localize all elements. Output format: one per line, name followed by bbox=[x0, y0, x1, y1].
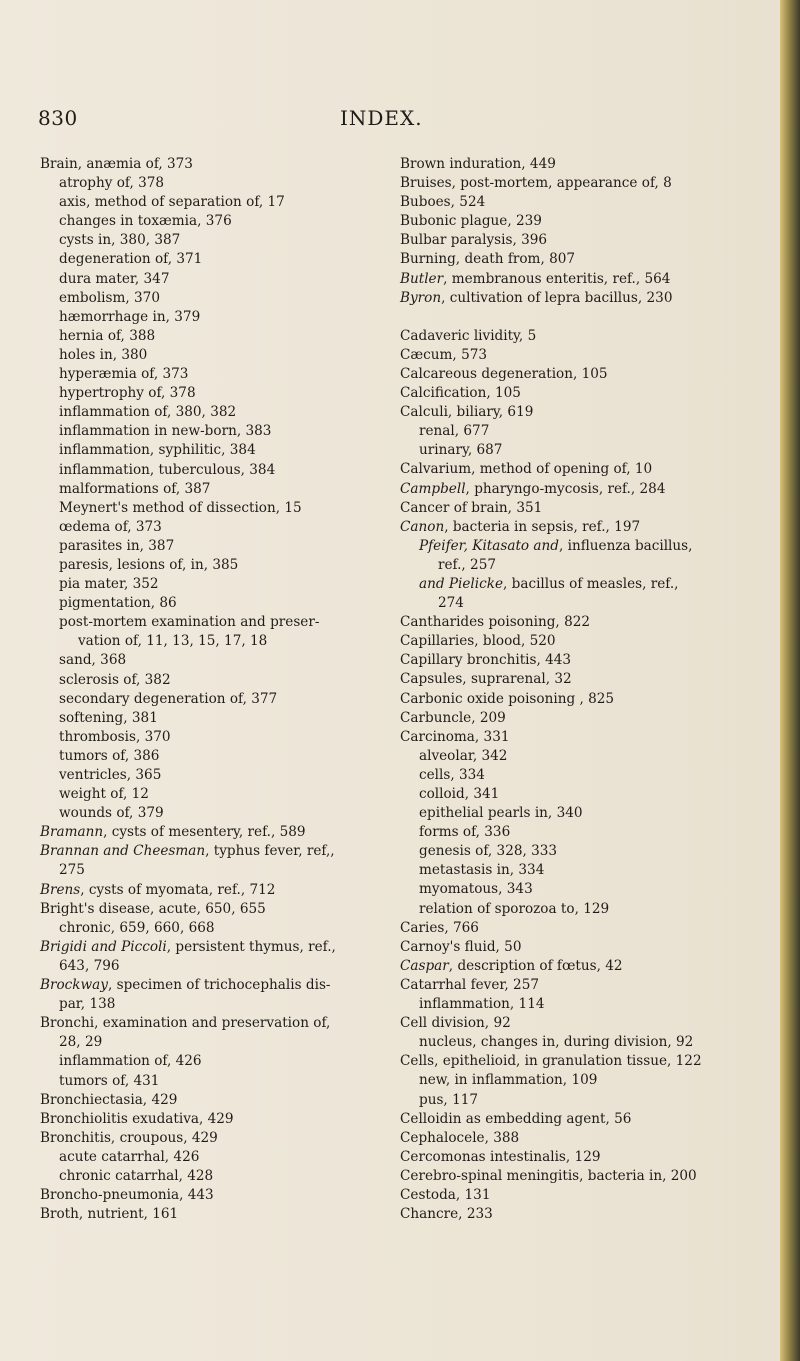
index-entry bbox=[40, 976, 400, 995]
entry-text: 28, 29 bbox=[59, 1034, 103, 1051]
entry-text: inflammation, 114 bbox=[419, 996, 545, 1013]
running-title: INDEX. bbox=[340, 106, 423, 130]
index-entry bbox=[400, 193, 760, 212]
index-entry bbox=[400, 651, 760, 670]
entry-text: parasites in, 387 bbox=[59, 537, 175, 554]
entry-text: 643, 796 bbox=[59, 957, 120, 974]
index-subentry bbox=[40, 537, 400, 556]
index-subentry bbox=[40, 957, 400, 976]
entry-text: hæmorrhage in, 379 bbox=[59, 308, 201, 325]
index-column-left bbox=[40, 155, 400, 1224]
index-subentry bbox=[40, 327, 400, 346]
index-subentry bbox=[40, 403, 400, 422]
index-subentry bbox=[40, 651, 400, 670]
index-entry bbox=[400, 1110, 760, 1129]
entry-text: malformations of, 387 bbox=[59, 480, 211, 497]
entry-text: changes in toxæmia, 376 bbox=[59, 213, 232, 230]
entry-author-italic: Campbell bbox=[400, 480, 466, 497]
entry-text: Calcification, 105 bbox=[400, 385, 521, 402]
index-subentry bbox=[400, 575, 760, 594]
entry-text: Broth, nutrient, 161 bbox=[40, 1206, 179, 1223]
entry-text: inflammation of, 426 bbox=[59, 1053, 202, 1070]
index-subentry bbox=[40, 785, 400, 804]
entry-author-italic: Butler bbox=[400, 270, 444, 287]
index-subentry bbox=[400, 766, 760, 785]
index-subentry bbox=[40, 919, 400, 938]
entry-author-italic: Bramann bbox=[40, 824, 104, 841]
entry-text: ventricles, 365 bbox=[59, 767, 162, 783]
page-header bbox=[0, 106, 780, 136]
index-subentry bbox=[400, 785, 760, 804]
index-subentry bbox=[40, 461, 400, 480]
entry-text: , persistent thymus, ref., bbox=[166, 938, 336, 955]
entry-text: hyperæmia of, 373 bbox=[59, 366, 189, 383]
entry-text: Carbuncle, 209 bbox=[400, 709, 506, 726]
index-subentry bbox=[400, 556, 760, 575]
entry-text: , pharyngo-mycosis, ref., 284 bbox=[465, 480, 666, 497]
entry-text: epithelial pearls in, 340 bbox=[419, 805, 583, 822]
index-subentry bbox=[40, 728, 400, 747]
entry-text: Calvarium, method of opening of, 10 bbox=[400, 461, 653, 478]
index-subentry bbox=[40, 499, 400, 518]
entry-text: Capillary bronchitis, 443 bbox=[400, 652, 572, 669]
index-subentry bbox=[40, 174, 400, 193]
entry-text: sclerosis of, 382 bbox=[59, 671, 171, 688]
entry-text: , cultivation of lepra bacillus, 230 bbox=[441, 289, 673, 306]
entry-text: Bronchiectasia, 429 bbox=[40, 1091, 178, 1108]
index-subentry bbox=[400, 594, 760, 613]
index-entry bbox=[400, 1129, 760, 1148]
entry-text: softening, 381 bbox=[59, 709, 158, 726]
entry-text: Brain, anæmia of, 373 bbox=[40, 156, 193, 172]
entry-text: œdema of, 373 bbox=[59, 518, 162, 535]
entry-text: urinary, 687 bbox=[419, 442, 503, 459]
page-edge bbox=[780, 0, 800, 1361]
index-entry bbox=[400, 957, 760, 976]
index-entry bbox=[40, 1091, 400, 1110]
index-entry bbox=[400, 709, 760, 728]
entry-text: Cercomonas intestinalis, 129 bbox=[400, 1148, 601, 1165]
entry-text: par, 138 bbox=[59, 996, 116, 1013]
index-entry bbox=[400, 1148, 760, 1167]
entry-text: Bubonic plague, 239 bbox=[400, 213, 542, 230]
entry-text: Cerebro-spinal meningitis, bacteria in, 200 bbox=[400, 1167, 697, 1184]
index-entry bbox=[400, 365, 760, 384]
index-entry bbox=[400, 1205, 760, 1224]
index-subentry bbox=[40, 632, 400, 651]
entry-text: Capillaries, blood, 520 bbox=[400, 633, 556, 650]
entry-text: , membranous enteritis, ref., 564 bbox=[443, 270, 671, 287]
entry-author-italic: Brigidi and Piccoli bbox=[40, 938, 167, 955]
index-subentry bbox=[40, 384, 400, 403]
entry-text: Cell division, 92 bbox=[400, 1015, 511, 1032]
index-subentry bbox=[40, 441, 400, 460]
entry-text: sand, 368 bbox=[59, 652, 127, 669]
entry-text: colloid, 341 bbox=[419, 786, 500, 802]
index-subentry bbox=[400, 1033, 760, 1052]
entry-text: nucleus, changes in, during division, 92 bbox=[419, 1034, 694, 1051]
entry-author-italic: and Pielicke bbox=[419, 575, 504, 592]
index-subentry bbox=[40, 365, 400, 384]
entry-text: Chancre, 233 bbox=[400, 1206, 493, 1223]
index-subentry bbox=[40, 250, 400, 269]
entry-text: Celloidin as embedding agent, 56 bbox=[400, 1110, 632, 1127]
entry-text: Meynert's method of dissection, 15 bbox=[59, 499, 302, 516]
index-entry bbox=[400, 212, 760, 231]
index-subentry bbox=[400, 1091, 760, 1110]
entry-text: 274 bbox=[438, 595, 464, 612]
index-subentry bbox=[40, 995, 400, 1014]
index-subentry bbox=[40, 480, 400, 499]
index-subentry bbox=[400, 1071, 760, 1090]
entry-author-italic: Brens bbox=[40, 881, 81, 898]
index-subentry bbox=[40, 804, 400, 823]
entry-text: renal, 677 bbox=[419, 423, 490, 440]
index-subentry bbox=[400, 900, 760, 919]
section-gap bbox=[400, 308, 760, 327]
entry-text: embolism, 370 bbox=[59, 289, 160, 306]
entry-text: atrophy of, 378 bbox=[59, 175, 165, 192]
entry-text: Calcareous degeneration, 105 bbox=[400, 365, 608, 382]
index-entry bbox=[400, 384, 760, 403]
entry-author-italic: Brockway bbox=[40, 977, 108, 994]
entry-text: Bronchitis, croupous, 429 bbox=[40, 1129, 218, 1146]
entry-text: , cysts of myomata, ref., 712 bbox=[80, 881, 276, 898]
index-entry bbox=[40, 900, 400, 919]
index-entry bbox=[40, 938, 400, 957]
entry-text: cells, 334 bbox=[419, 766, 485, 783]
index-entry bbox=[400, 250, 760, 269]
entry-text: thrombosis, 370 bbox=[59, 728, 171, 745]
index-subentry bbox=[40, 861, 400, 880]
entry-text: cysts in, 380, 387 bbox=[59, 232, 181, 249]
index-entry bbox=[400, 289, 760, 308]
index-subentry bbox=[400, 441, 760, 460]
index-subentry bbox=[40, 556, 400, 575]
entry-text: forms of, 336 bbox=[419, 824, 511, 841]
entry-text: Bulbar paralysis, 396 bbox=[400, 232, 548, 249]
entry-text: Catarrhal fever, 257 bbox=[400, 976, 539, 993]
entry-text: paresis, lesions of, in, 385 bbox=[59, 556, 239, 573]
index-entry bbox=[40, 1014, 400, 1033]
entry-text: , bacteria in sepsis, ref., 197 bbox=[444, 518, 641, 535]
index-subentry bbox=[40, 709, 400, 728]
index-subentry bbox=[40, 671, 400, 690]
index-entry bbox=[400, 270, 760, 289]
entry-text: metastasis in, 334 bbox=[419, 862, 545, 879]
index-subentry bbox=[400, 823, 760, 842]
index-entry bbox=[400, 670, 760, 689]
index-subentry bbox=[400, 747, 760, 766]
index-subentry bbox=[400, 880, 760, 899]
index-subentry bbox=[40, 1033, 400, 1052]
entry-text: ref., 257 bbox=[438, 556, 496, 573]
index-subentry bbox=[40, 270, 400, 289]
index-subentry bbox=[40, 518, 400, 537]
entry-text: hypertrophy of, 378 bbox=[59, 385, 196, 402]
index-subentry bbox=[40, 212, 400, 231]
entry-text: pigmentation, 86 bbox=[59, 595, 177, 612]
index-entry bbox=[400, 1014, 760, 1033]
index-entry bbox=[400, 1167, 760, 1186]
index-subentry bbox=[40, 613, 400, 632]
entry-text: , bacillus of measles, ref., bbox=[503, 575, 679, 592]
index-entry bbox=[40, 1129, 400, 1148]
entry-author-italic: Pfeifer, Kitasato and bbox=[419, 537, 559, 554]
index-subentry bbox=[40, 346, 400, 365]
entry-text: alveolar, 342 bbox=[419, 747, 508, 764]
index-entry bbox=[400, 327, 760, 346]
index-entry bbox=[400, 460, 760, 479]
index-subentry bbox=[40, 308, 400, 327]
index-subentry bbox=[40, 231, 400, 250]
entry-text: , specimen of trichocephalis dis- bbox=[107, 977, 331, 994]
index-column-right bbox=[400, 155, 760, 1224]
index-subentry bbox=[40, 690, 400, 709]
entry-text: new, in inflammation, 109 bbox=[419, 1072, 598, 1089]
entry-text: Burning, death from, 807 bbox=[400, 251, 576, 268]
entry-text: hernia of, 388 bbox=[59, 327, 156, 344]
index-subentry bbox=[40, 1072, 400, 1091]
entry-text: tumors of, 386 bbox=[59, 747, 160, 764]
entry-text: Cadaveric lividity, 5 bbox=[400, 327, 537, 344]
entry-text: myomatous, 343 bbox=[419, 881, 533, 898]
entry-text: secondary degeneration of, 377 bbox=[59, 690, 278, 707]
index-entry bbox=[400, 728, 760, 747]
index-subentry bbox=[40, 1167, 400, 1186]
entry-text: inflammation, syphilitic, 384 bbox=[59, 442, 256, 459]
entry-author-italic: Byron bbox=[400, 289, 442, 306]
entry-text: inflammation of, 380, 382 bbox=[59, 404, 237, 421]
index-entry bbox=[40, 823, 400, 842]
entry-text: Caries, 766 bbox=[400, 919, 479, 936]
entry-text: Calculi, biliary, 619 bbox=[400, 404, 534, 421]
entry-text: weight of, 12 bbox=[59, 786, 149, 803]
index-entry bbox=[40, 1205, 400, 1224]
entry-text: Cantharides poisoning, 822 bbox=[400, 614, 591, 631]
index-entry bbox=[400, 632, 760, 651]
entry-text: Carbonic oxide poisoning , 825 bbox=[400, 690, 615, 707]
index-entry bbox=[400, 976, 760, 995]
entry-text: chronic catarrhal, 428 bbox=[59, 1167, 214, 1184]
index-entry bbox=[400, 155, 760, 174]
entry-text: acute catarrhal, 426 bbox=[59, 1148, 200, 1165]
entry-text: vation of, 11, 13, 15, 17, 18 bbox=[78, 633, 268, 650]
entry-text: Cestoda, 131 bbox=[400, 1186, 491, 1203]
index-entry bbox=[400, 1052, 760, 1071]
entry-text: chronic, 659, 660, 668 bbox=[59, 919, 215, 936]
entry-text: Carnoy's fluid, 50 bbox=[400, 938, 522, 955]
entry-text: pus, 117 bbox=[419, 1091, 479, 1108]
entry-text: genesis of, 328, 333 bbox=[419, 843, 558, 860]
entry-text: Cephalocele, 388 bbox=[400, 1129, 520, 1146]
index-subentry bbox=[40, 1148, 400, 1167]
entry-author-italic: Canon bbox=[400, 518, 445, 535]
index-subentry bbox=[400, 995, 760, 1014]
entry-text: Capsules, suprarenal, 32 bbox=[400, 671, 572, 688]
entry-text: dura mater, 347 bbox=[59, 270, 170, 287]
index-entry bbox=[400, 480, 760, 499]
index-entry bbox=[40, 1110, 400, 1129]
entry-text: Cancer of brain, 351 bbox=[400, 499, 543, 516]
index-entry bbox=[40, 1186, 400, 1205]
entry-text: Bronchiolitis exudativa, 429 bbox=[40, 1110, 234, 1127]
index-entry bbox=[400, 518, 760, 537]
index-entry bbox=[400, 346, 760, 365]
index-entry bbox=[40, 842, 400, 861]
entry-text: inflammation, tuberculous, 384 bbox=[59, 461, 276, 478]
entry-text: Bright's disease, acute, 650, 655 bbox=[40, 900, 266, 917]
entry-text: degeneration of, 371 bbox=[59, 251, 203, 268]
index-entry bbox=[400, 938, 760, 957]
entry-text: axis, method of separation of, 17 bbox=[59, 194, 285, 211]
index-entry bbox=[40, 881, 400, 900]
index-entry bbox=[400, 1186, 760, 1205]
entry-text: inflammation in new-born, 383 bbox=[59, 423, 272, 440]
entry-text: Brown induration, 449 bbox=[400, 156, 556, 172]
index-subentry bbox=[40, 594, 400, 613]
index-entry bbox=[400, 499, 760, 518]
index-subentry bbox=[40, 766, 400, 785]
entry-text: Carcinoma, 331 bbox=[400, 728, 510, 745]
entry-text: , cysts of mesentery, ref., 589 bbox=[103, 824, 306, 841]
index-subentry bbox=[40, 747, 400, 766]
index-subentry bbox=[400, 537, 760, 556]
entry-text: post-mortem examination and preser- bbox=[59, 614, 320, 631]
entry-text: relation of sporozoa to, 129 bbox=[419, 900, 610, 917]
entry-author-italic: Brannan and Cheesman bbox=[40, 843, 206, 860]
page-number: 830 bbox=[38, 106, 78, 130]
index-entry bbox=[400, 231, 760, 250]
entry-text: , influenza bacillus, bbox=[558, 537, 693, 554]
entry-text: holes in, 380 bbox=[59, 346, 148, 363]
index-entry bbox=[400, 403, 760, 422]
index-subentry bbox=[400, 842, 760, 861]
index-subentry bbox=[40, 1052, 400, 1071]
entry-text: Bruises, post-mortem, appearance of, 8 bbox=[400, 175, 672, 192]
entry-text: Cells, epithelioid, in granulation tissue, 122 bbox=[400, 1053, 702, 1070]
index-entry bbox=[400, 690, 760, 709]
entry-text: , description of fœtus, 42 bbox=[448, 957, 623, 974]
entry-text: Bronchi, examination and preservation of, bbox=[40, 1015, 331, 1032]
entry-text: tumors of, 431 bbox=[59, 1072, 160, 1089]
index-subentry bbox=[40, 422, 400, 441]
index-subentry bbox=[400, 804, 760, 823]
entry-text: Buboes, 524 bbox=[400, 194, 486, 211]
entry-text: Broncho-pneumonia, 443 bbox=[40, 1187, 214, 1204]
index-subentry bbox=[40, 575, 400, 594]
entry-text: pia mater, 352 bbox=[59, 576, 159, 593]
entry-text: , typhus fever, ref,, bbox=[205, 843, 335, 860]
index-subentry bbox=[400, 422, 760, 441]
index-entry bbox=[400, 919, 760, 938]
entry-text: Cæcum, 573 bbox=[400, 346, 488, 363]
index-subentry bbox=[40, 289, 400, 308]
index-subentry bbox=[400, 861, 760, 880]
index-entry bbox=[40, 155, 400, 174]
entry-text: 275 bbox=[59, 862, 85, 879]
index-entry bbox=[400, 613, 760, 632]
entry-text: wounds of, 379 bbox=[59, 805, 164, 822]
index-subentry bbox=[40, 193, 400, 212]
index-entry bbox=[400, 174, 760, 193]
entry-author-italic: Caspar bbox=[400, 957, 449, 974]
